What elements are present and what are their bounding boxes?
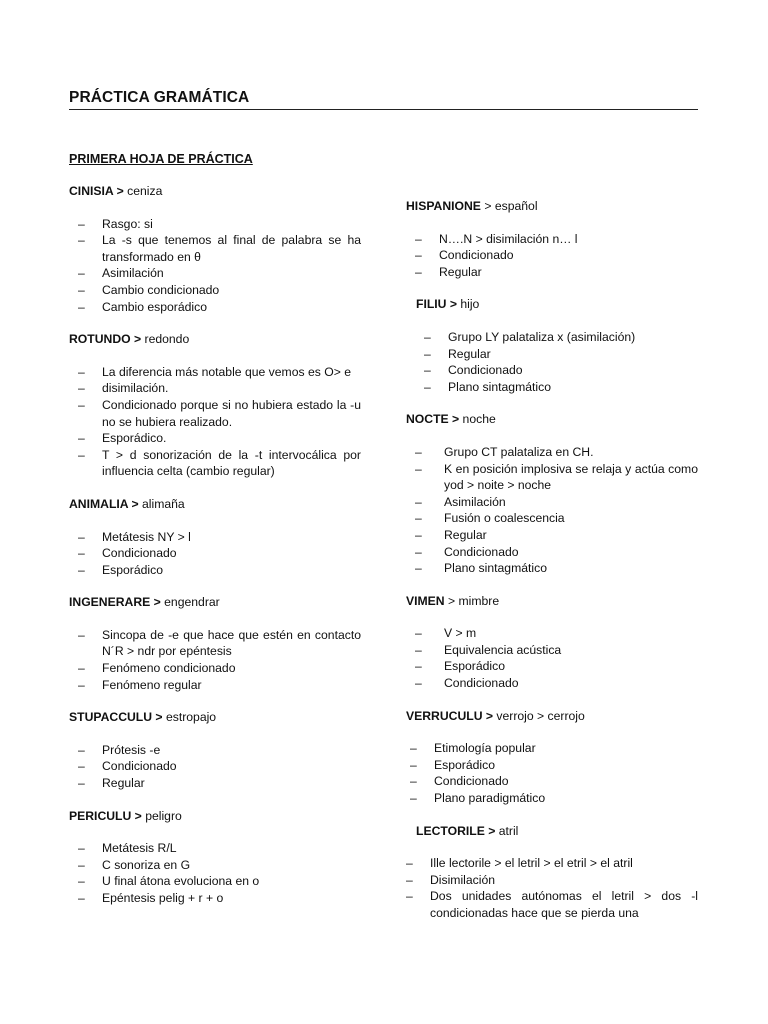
list-item-text: disimilación. — [102, 381, 169, 396]
list-item-text: Equivalencia acústica — [444, 642, 562, 657]
entry — [69, 709, 361, 791]
list-item-text: Metátesis NY > l — [102, 529, 191, 544]
entry-title — [406, 593, 698, 610]
result-word: redondo — [141, 332, 190, 347]
etymon: CINISIA > — [69, 184, 124, 198]
list-item — [406, 494, 698, 511]
right-column — [406, 198, 698, 922]
entry-list — [406, 740, 698, 806]
entry-title — [69, 331, 361, 348]
etymon: INGENERARE > — [69, 595, 161, 610]
dash-bullet: – — [424, 363, 431, 378]
result-word: peligro — [141, 808, 182, 823]
list-item-text: Condicionado — [102, 759, 177, 774]
list-item-text: Esporádico — [434, 757, 495, 772]
entry-list — [69, 627, 361, 693]
dash-bullet: – — [78, 562, 85, 577]
list-item-text: Condicionado — [434, 774, 509, 789]
list-item-text: Regular — [444, 527, 487, 542]
dash-bullet: – — [78, 397, 85, 412]
result-word: noche — [459, 412, 496, 427]
list-item — [69, 660, 361, 677]
dash-bullet: – — [78, 661, 85, 676]
list-item — [406, 544, 698, 561]
list-item-text: Condicionado porque si no hubiera estado la -u no se hubiera realizado. — [102, 397, 361, 429]
dash-bullet: – — [78, 299, 85, 314]
list-item-text: T > d sonorización de la -t intervocálica por influencia celta (cambio regular) — [102, 447, 361, 479]
entry — [406, 823, 698, 922]
list-item — [69, 890, 361, 907]
entry-list — [406, 231, 698, 281]
entry-list — [69, 742, 361, 792]
etymon: FILIU > — [416, 297, 457, 312]
list-item-text: Esporádico — [444, 659, 505, 674]
list-item-text: Fenómeno regular — [102, 677, 202, 692]
list-item — [406, 247, 698, 264]
entry — [69, 331, 361, 480]
entry — [406, 198, 698, 280]
list-item-text: Sincopa de -e que hace que estén en contacto N´R > ndr por epéntesis — [102, 627, 361, 659]
list-item-text: Plano sintagmático — [448, 379, 551, 394]
list-item-text: Ille lectorile > el letril > el etril > el atril — [430, 856, 633, 871]
etymon: ROTUNDO > — [69, 332, 142, 347]
list-item-text: Epéntesis pelig + r + o — [102, 891, 224, 905]
list-item-text: La diferencia más notable que vemos es O> e — [102, 364, 351, 379]
dash-bullet: – — [415, 527, 422, 542]
dash-bullet: – — [415, 511, 422, 526]
entry-list — [69, 840, 361, 906]
list-item — [69, 216, 361, 233]
entry-title — [406, 198, 698, 215]
page-title: PRÁCTICA GRAMÁTICA — [69, 89, 250, 106]
list-item-text: Disimilación — [430, 872, 496, 887]
dash-bullet: – — [410, 791, 417, 806]
dash-bullet: – — [78, 841, 85, 856]
list-item — [406, 560, 698, 577]
list-item-text: Condicionado — [444, 544, 519, 559]
entry-list — [406, 444, 698, 577]
dash-bullet: – — [415, 544, 422, 559]
list-item — [406, 362, 698, 379]
entry-list — [69, 529, 361, 579]
list-item — [69, 282, 361, 299]
dash-bullet: – — [78, 857, 85, 872]
entry-list — [406, 329, 698, 395]
list-item — [406, 461, 698, 494]
list-item — [406, 510, 698, 527]
list-item-text: Asimilación — [444, 494, 506, 509]
etymon: STUPACCULU > — [69, 710, 163, 725]
entry-title — [406, 708, 698, 725]
dash-bullet: – — [415, 642, 422, 657]
dash-bullet: – — [406, 856, 413, 871]
list-item-text: Plano paradigmático — [434, 791, 546, 806]
list-item — [406, 888, 698, 921]
dash-bullet: – — [78, 233, 85, 248]
list-item-text: Prótesis -e — [102, 742, 161, 757]
dash-bullet: – — [78, 874, 85, 889]
list-item-text: C sonoriza en G — [102, 857, 191, 872]
dash-bullet: – — [78, 742, 85, 757]
dash-bullet: – — [424, 329, 431, 344]
dash-bullet: – — [415, 264, 422, 279]
list-item-text: Asimilación — [102, 266, 164, 281]
list-item-text: Plano sintagmático — [444, 561, 547, 576]
entry-title — [406, 823, 698, 840]
list-item — [406, 527, 698, 544]
list-item — [69, 758, 361, 775]
result-word: > mimbre — [444, 593, 500, 608]
entry — [69, 808, 361, 907]
list-item — [69, 265, 361, 282]
list-item — [69, 529, 361, 546]
dash-bullet: – — [78, 431, 85, 446]
dash-bullet: – — [78, 282, 85, 297]
entry-title — [406, 296, 698, 313]
dash-bullet: – — [415, 444, 422, 459]
list-item — [406, 872, 698, 889]
result-word: > español — [480, 199, 538, 213]
list-item-text: Regular — [448, 346, 491, 361]
entry-list — [69, 216, 361, 316]
dash-bullet: – — [406, 889, 413, 904]
dash-bullet: – — [415, 248, 422, 263]
entry — [69, 594, 361, 693]
list-item-text: Fusión o coalescencia — [444, 511, 565, 526]
list-item — [406, 346, 698, 363]
list-item-text: Rasgo: si — [102, 216, 153, 231]
dash-bullet: – — [78, 546, 85, 561]
list-item-text: Dos unidades autónomas el letril > dos -l condicionadas hace que se pierda una — [430, 889, 698, 920]
sheet-heading: PRIMERA HOJA DE PRÁCTICA — [69, 152, 253, 166]
result-word: hijo — [456, 297, 480, 312]
list-item — [406, 855, 698, 872]
entry-title — [69, 183, 361, 200]
result-word: verrojo > cerrojo — [493, 708, 585, 723]
dash-bullet: – — [78, 447, 85, 462]
list-item-text: Condicionado — [439, 248, 514, 263]
list-item-text: V > m — [444, 626, 477, 641]
entry — [406, 593, 698, 692]
result-word: engendrar — [160, 595, 220, 610]
etymon: HISPANIONE — [406, 199, 481, 213]
list-item — [406, 379, 698, 396]
dash-bullet: – — [78, 759, 85, 774]
etymon: VERRUCULU > — [406, 708, 494, 723]
entry — [69, 496, 361, 578]
dash-bullet: – — [78, 266, 85, 281]
list-item-text: Regular — [102, 776, 145, 791]
entry-title — [406, 411, 698, 428]
list-item — [69, 857, 361, 874]
list-item-text: Grupo LY palataliza x (asimilación) — [448, 329, 636, 344]
result-word: ceniza — [123, 184, 163, 198]
list-item-text: Esporádico. — [102, 431, 167, 446]
list-item — [406, 675, 698, 692]
list-item — [69, 430, 361, 447]
list-item — [69, 840, 361, 857]
list-item-text: Esporádico — [102, 562, 163, 577]
list-item — [406, 264, 698, 281]
dash-bullet: – — [415, 659, 422, 674]
entry-title — [69, 709, 361, 726]
dash-bullet: – — [415, 626, 422, 641]
list-item — [406, 329, 698, 346]
etymon: ANIMALIA > — [69, 496, 139, 511]
dash-bullet: – — [424, 379, 431, 394]
dash-bullet: – — [415, 231, 422, 246]
dash-bullet: – — [78, 677, 85, 692]
list-item — [69, 364, 361, 381]
etymon: PERICULU > — [69, 808, 142, 823]
list-item — [406, 231, 698, 248]
list-item-text: Cambio esporádico — [102, 299, 208, 314]
left-column — [69, 183, 361, 907]
entry — [406, 411, 698, 576]
entry — [69, 183, 361, 315]
dash-bullet: – — [406, 872, 413, 887]
list-item — [69, 545, 361, 562]
dash-bullet: – — [415, 494, 422, 509]
list-item-text: Condicionado — [444, 676, 519, 691]
list-item — [69, 232, 361, 265]
list-item — [69, 299, 361, 316]
list-item — [406, 790, 698, 807]
list-item — [69, 677, 361, 694]
list-item-text: Etimología popular — [434, 741, 536, 756]
list-item-text: Cambio condicionado — [102, 282, 220, 297]
list-item — [69, 380, 361, 397]
list-item-text: Condicionado — [448, 363, 523, 378]
list-item-text: U final átona evoluciona en o — [102, 874, 260, 889]
entry-title — [69, 594, 361, 611]
list-item-text: N….N > disimilación n… l — [439, 231, 578, 246]
list-item — [406, 757, 698, 774]
entry-title — [69, 808, 361, 825]
result-word: estropajo — [162, 710, 217, 725]
etymon: VIMEN — [406, 593, 445, 608]
dash-bullet: – — [78, 216, 85, 231]
list-item — [69, 627, 361, 660]
dash-bullet: – — [410, 757, 417, 772]
entry-list — [406, 625, 698, 691]
entry-list — [406, 855, 698, 921]
list-item — [406, 658, 698, 675]
etymon: NOCTE > — [406, 412, 460, 427]
list-item — [69, 397, 361, 430]
list-item-text: Grupo CT palataliza en CH. — [444, 444, 594, 459]
entry-list — [69, 364, 361, 480]
list-item — [406, 773, 698, 790]
dash-bullet: – — [415, 561, 422, 576]
dash-bullet: – — [78, 529, 85, 544]
title-rule — [69, 109, 698, 110]
entry-title — [69, 496, 361, 513]
entry — [406, 708, 698, 807]
list-item — [406, 740, 698, 757]
list-item-text: La -s que tenemos al final de palabra se ha transformado en θ — [102, 233, 361, 264]
list-item — [406, 642, 698, 659]
dash-bullet: – — [78, 776, 85, 791]
list-item — [69, 873, 361, 890]
dash-bullet: – — [78, 891, 85, 905]
result-word: atril — [495, 823, 519, 838]
dash-bullet: – — [78, 627, 85, 642]
result-word: alimaña — [138, 496, 185, 511]
list-item — [69, 775, 361, 792]
entry — [406, 296, 698, 395]
list-item — [406, 444, 698, 461]
list-item-text: Metátesis R/L — [102, 841, 177, 856]
dash-bullet: – — [424, 346, 431, 361]
list-item-text: Regular — [439, 264, 482, 279]
dash-bullet: – — [415, 461, 422, 476]
dash-bullet: – — [415, 676, 422, 691]
list-item-text: Fenómeno condicionado — [102, 661, 236, 676]
dash-bullet: – — [410, 741, 417, 756]
list-item-text: K en posición implosiva se relaja y actúa como yod > noite > noche — [444, 461, 698, 493]
dash-bullet: – — [78, 364, 85, 379]
dash-bullet: – — [410, 774, 417, 789]
dash-bullet: – — [78, 381, 85, 396]
etymon: LECTORILE > — [416, 823, 496, 838]
list-item — [406, 625, 698, 642]
list-item — [69, 447, 361, 480]
list-item — [69, 742, 361, 759]
list-item — [69, 562, 361, 579]
list-item-text: Condicionado — [102, 546, 177, 561]
